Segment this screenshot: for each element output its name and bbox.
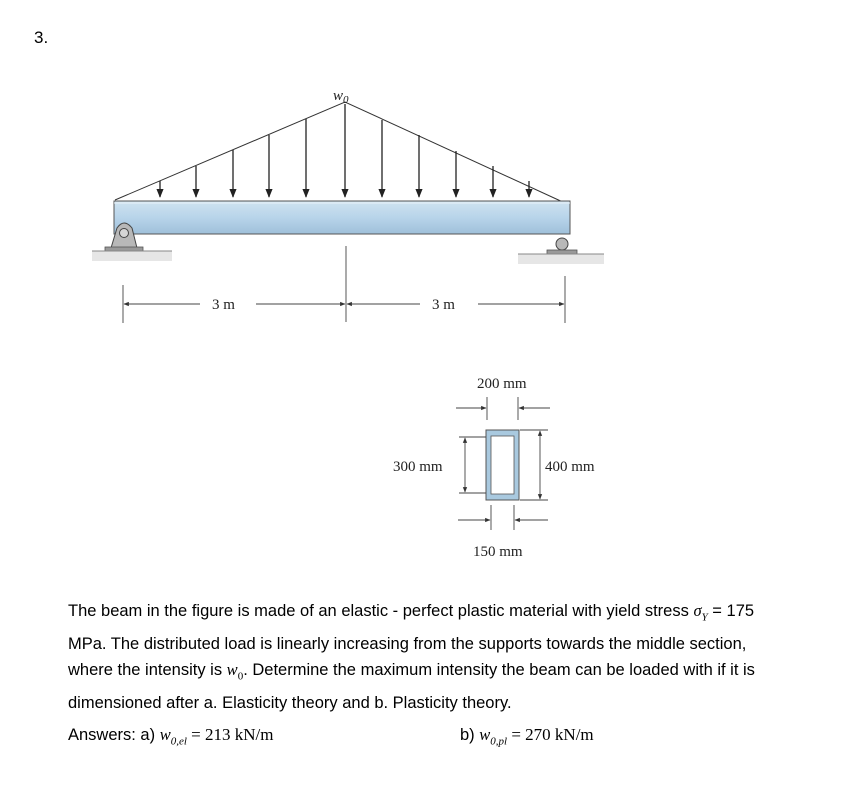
cross-section [486, 430, 519, 500]
section-height-right: 400 mm [545, 459, 595, 475]
answer-b [460, 725, 594, 747]
section-height-left: 300 mm [393, 459, 443, 475]
problem-number: 3. [34, 28, 49, 47]
load-envelope [115, 102, 565, 203]
answer-a-value: = 213 kN/m [186, 725, 274, 744]
statement-line-3: where the intensity is $w_0$. Determine the maximum intensity the beam can be loaded with if it is [68, 660, 755, 683]
load-label: $w_0$ [333, 88, 349, 106]
sigma-subscript: Y [701, 611, 708, 624]
sigma-symbol: σ [693, 601, 702, 620]
answer-b-symbol: w [479, 725, 491, 744]
section-width-top: 200 mm [477, 376, 527, 392]
beam [114, 201, 570, 234]
roller-support [518, 238, 604, 264]
section-left-dimension [459, 437, 486, 493]
statement-line-1: The beam in the figure is made of an elastic - perfect plastic material with yield stress $\sigma_Y = 175$ [68, 601, 755, 624]
load-arrows [160, 104, 529, 197]
statement-line-2: MPa. The distributed load is linearly increasing from the supports towards the middle section, [68, 634, 747, 653]
answer-a-symbol: w [159, 725, 171, 744]
answers-label: Answers: a) [68, 726, 156, 744]
section-width-bottom: 150 mm [473, 544, 523, 560]
span-dimensions [123, 246, 565, 323]
problem-statement [68, 598, 838, 717]
section-bottom-dimension [458, 505, 548, 530]
span-left-label: 3 m [212, 297, 235, 313]
answers [68, 725, 838, 747]
answer-b-value: = 270 kN/m [507, 725, 594, 744]
span-right-label: 3 m [432, 297, 455, 313]
section-top-dimension [456, 397, 550, 420]
answer-a-subscript: 0,el [170, 735, 187, 748]
w-subscript: 0 [237, 670, 244, 683]
answer-b-label: b) [460, 726, 475, 744]
section-right-dimension [520, 430, 548, 500]
answer-b-subscript: 0,pl [490, 735, 508, 748]
w-symbol: w [226, 660, 238, 680]
statement-line-4: dimensioned after a. Elasticity theory and b. Plasticity theory. [68, 694, 512, 713]
